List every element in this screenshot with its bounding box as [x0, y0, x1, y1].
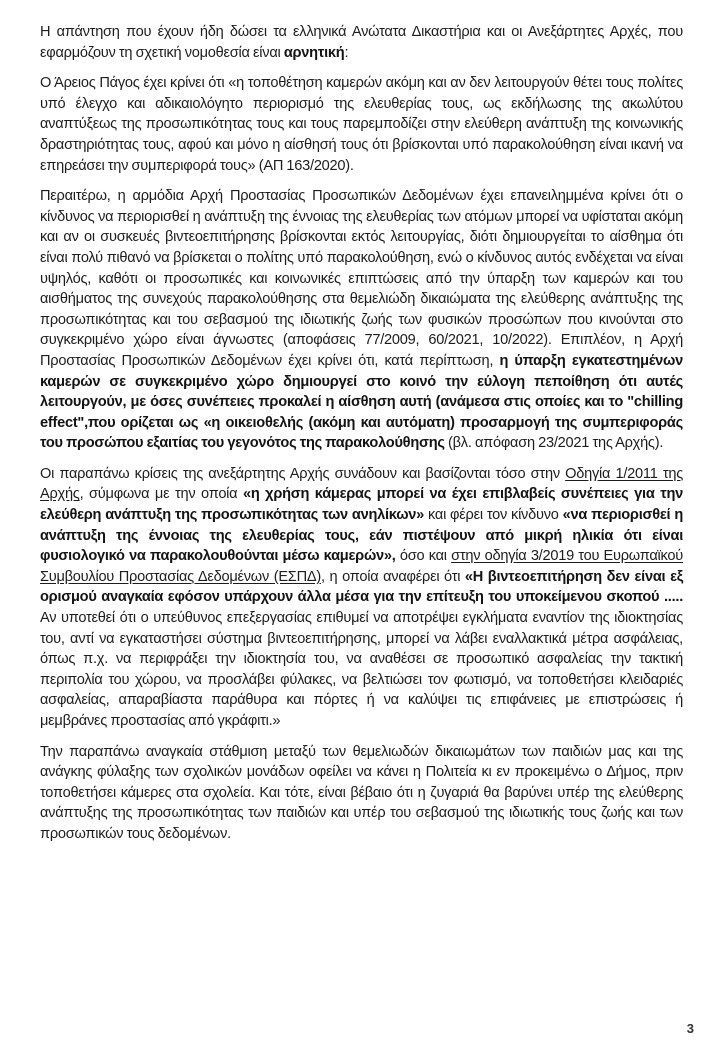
text-run: Ο Άρειος Πάγος έχει κρίνει ότι «η τοποθέτηση καμερών ακόμη και αν δεν λειτουργούν θέτει τους πολίτες υπό έλεγχο και αδικαιολόγητο περιορισμό της ελευθερίας τους, ως εκδήλωσης της ακωλύτου αναπτύξεως της προσωπικότητας τους και τους παρεμποδίζει στην ελεύθερη ανάπτυξη της κοινωνικής δραστηριότητας τους, αφού και μόνο η αίσθησή τους ότι βρίσκονται υπό παρακολούθηση είναι ικανή να επηρεάσει την συμπεριφορά τους» (ΑΠ 163/2020). — [40, 75, 683, 174]
bold-text: «να περιορισθεί η ανάπτυξη της έννοιας της ελευθερίας τους, εάν πιστέψουν από μικρή ηλικία ότι είναι φυσιολογικό να παρακολουθούνται μέσω καμερών», — [40, 507, 684, 565]
underlined-reference: Οδηγία 1/2011 της Αρχής — [40, 465, 683, 503]
document-body — [40, 22, 683, 855]
bold-text: «Η βιντεοεπιτήρηση δεν είναι εξ ορισμού αναγκαία εφόσον υπάρχουν άλλα μέσα για την επίτευξη του υποκείμενου σκοπού ..... — [40, 568, 683, 606]
text-run: Αν υποτεθεί ότι ο υπεύθυνος επεξεργασίας επιθυμεί να αποτρέψει εγκλήματα εναντίον της ιδιοκτησίας του, αντί να εγκαταστήσει σύστημα βιντεοεπιτήρησης, μπορεί να λάβει εναλλακτικά μέτρα ασφάλειας, όπως π.χ. να περιφράξει την ιδιοκτησία του, να αναθέσει σε προσωπικό ασφαλείας την τακτική περιπολία του χώρου, να προσλάβει φύλακες, να βελτιώσει τον φωτισμό, να τοποθετήσει κλειδαριές ασφαλείας, απαραβίαστα παράθυρα και πόρτες ή να καλύψει τις επιφάνειες με επιστρώσεις ή μεμβράνες προστασίας από γκράφιτι.» — [40, 610, 683, 729]
page-number: 3 — [686, 1021, 694, 1036]
paragraph-conclusion — [40, 742, 683, 845]
text-run: Η απάντηση που έχουν ήδη δώσει τα ελληνικά Ανώτατα Δικαστήρια και οι Ανεξάρτητες Αρχές, που εφαρμόζουν τη σχετική νομοθεσία είναι — [40, 24, 683, 61]
text-run: Οι παραπάνω κρίσεις της ανεξάρτητης Αρχής συνάδουν και βασίζονται τόσο στην — [40, 465, 566, 482]
text-run: (βλ. απόφαση 23/2021 της Αρχής). — [444, 435, 664, 452]
paragraph-areios-pagos — [40, 73, 683, 176]
paragraph-guidelines — [40, 464, 683, 732]
paragraph-data-protection-authority — [40, 186, 683, 454]
text-run: , σύμφωνα με την οποία — [79, 486, 243, 503]
text-run: Περαιτέρω, η αρμόδια Αρχή Προστασίας Προσωπικών Δεδομένων έχει επανειλημμένα κρίνει ότι ο κίνδυνος να περιορισθεί η ανάπτυξη της έννοιας της ελευθερίας των ατόμων μπορεί να υφίσταται ακόμη και αν οι συσκευές βιντεοεπιτήρησης βρίσκονται εκτός λειτουργίας, διότι δημιουργείται το αίσθημα ότι είναι πολύ πιθανό να βρίσκεται ο πολίτης υπό παρακολούθηση, ενώ ο κίνδυνος αυτός ενδέχεται να είναι υψηλός, καθότι οι προσωπικές και κοινωνικές επιπτώσεις από την ύπαρξη των καμερών και του αισθήματος της συνεχούς παρακολούθησης στα θεμελιώδη δικαιώματα της ελεύθερης ανάπτυξης της προσωπικότητας και του σεβασμού της ιδιωτικής ζωής των φυσικών προσώπων που κινούνται στο συγκεκριμένο χώρο είναι άγνωστες (αποφάσεις 77/2009, 60/2021, 10/2022). Επιπλέον, η Αρχή Προστασίας Προσωπικών Δεδομένων έχει κρίνει ότι, κατά περίπτωση, — [40, 188, 683, 369]
bold-text: η ύπαρξη εγκατεστημένων καμερών σε συγκεκριμένο χώρο δημιουργεί στο κοινό την εύλογη πεποίθηση ότι αυτές λειτουργούν, με όσες συνέπειες προκαλεί η αίσθηση αυτή (ανάμεσα στις οποίες και το "chilling effect",που ορίζεται ως «η οικειοθελής (ακόμη και αυτόματη) προσαρμογή της συμπεριφοράς του προσώπου εξαιτίας του γεγονότος της παρακολούθησης — [40, 352, 683, 452]
text-run: και φέρει τον κίνδυνο — [424, 507, 563, 524]
text-run: , η οποία αναφέρει ότι — [320, 568, 465, 585]
bold-text: «η χρήση κάμερας μπορεί να έχει επιβλαβείς συνέπειες για την ελεύθερη ανάπτυξη της προσωπικότητας των ανηλίκων» — [40, 486, 683, 524]
paragraph-intro — [40, 22, 683, 63]
text-run: Την παραπάνω αναγκαία στάθμιση μεταξύ των θεμελιωδών δικαιωμάτων των παιδιών μας και της ανάγκης φύλαξης των σχολικών μονάδων οφείλει να κάνει η Πολιτεία κι εν προκειμένω ο Δήμος, πριν τοποθετήσει κάμερες στα σχολεία. Και τότε, είναι βέβαιο ότι η ζυγαριά θα βαρύνει υπέρ της ελεύθερης ανάπτυξης της προσωπικότητας των παιδιών και υπέρ του σεβασμού της ιδιωτικής τους ζωής και των προσωπικών τους δεδομένων. — [40, 743, 683, 842]
text-run: όσο και — [395, 548, 452, 565]
bold-text: αρνητική — [283, 44, 345, 61]
text-run: : — [344, 44, 349, 61]
underlined-reference: στην οδηγία 3/2019 του Ευρωπαϊκού Συμβουλίου Προστασίας Δεδομένων (ΕΣΠΔ) — [40, 548, 683, 585]
